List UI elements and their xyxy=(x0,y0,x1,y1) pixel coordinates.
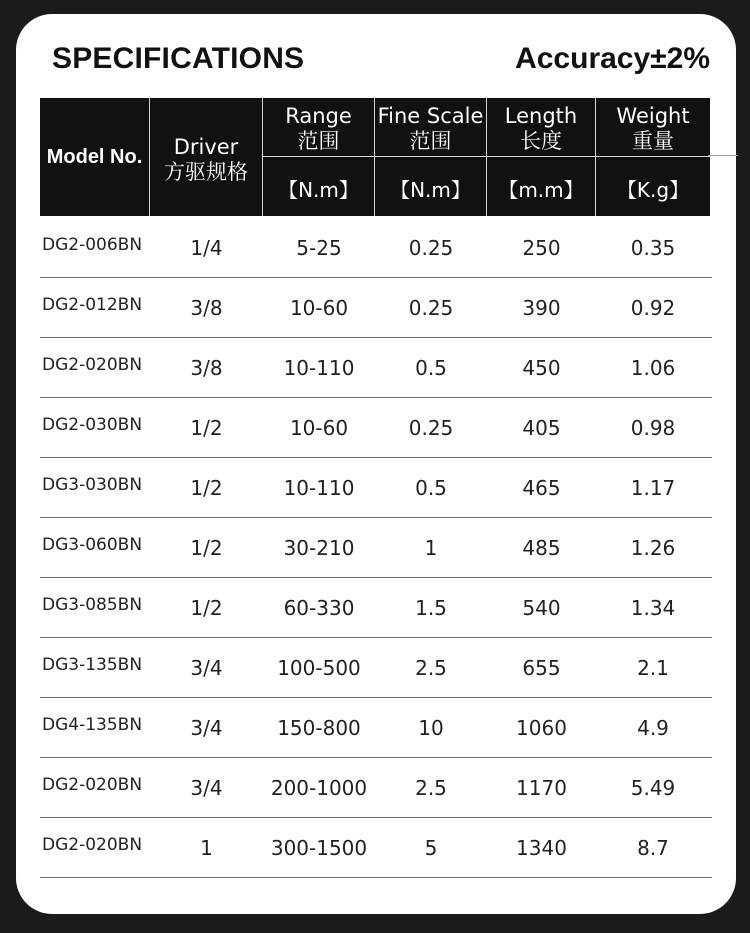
table-row xyxy=(40,818,712,878)
cell-weight: 1.26 xyxy=(630,535,676,560)
header-fine-scale xyxy=(375,98,487,216)
accuracy-label: Accuracy±2% xyxy=(515,42,710,75)
page-title: SPECIFICATIONS xyxy=(52,42,305,75)
table-row xyxy=(40,398,712,458)
cell-model: DG2-020BN xyxy=(42,834,143,855)
table-row xyxy=(40,578,712,638)
table-row xyxy=(40,218,712,278)
cell-weight: 2.1 xyxy=(637,655,669,680)
cell-weight: 0.92 xyxy=(630,295,676,320)
header-weight-unit: 【K.g】 xyxy=(616,178,690,202)
cell-range: 10-60 xyxy=(289,295,349,320)
cell-range: 10-60 xyxy=(289,415,349,440)
cell-length: 465 xyxy=(522,475,561,500)
header-fine-en: Fine Scale xyxy=(377,104,484,128)
cell-range: 100-500 xyxy=(277,655,361,680)
header-driver xyxy=(150,98,263,216)
cell-weight: 1.34 xyxy=(630,595,676,620)
table-row xyxy=(40,758,712,818)
cell-driver: 1/2 xyxy=(190,535,223,560)
cell-range: 150-800 xyxy=(277,715,361,740)
table-row xyxy=(40,638,712,698)
cell-model: DG2-012BN xyxy=(42,294,143,315)
cell-range: 60-330 xyxy=(283,595,355,620)
cell-model: DG2-020BN xyxy=(42,354,143,375)
cell-range: 200-1000 xyxy=(270,775,368,800)
header-weight-zh: 重量 xyxy=(632,129,674,153)
cell-weight: 5.49 xyxy=(630,775,676,800)
cell-length: 485 xyxy=(522,535,561,560)
cell-fine-scale: 2.5 xyxy=(415,775,447,800)
cell-model: DG4-135BN xyxy=(42,714,143,735)
header-model xyxy=(40,98,150,216)
cell-fine-scale: 0.5 xyxy=(415,475,447,500)
cell-fine-scale: 0.25 xyxy=(408,295,454,320)
header-range-en: Range xyxy=(285,104,352,128)
cell-length: 655 xyxy=(522,655,561,680)
cell-range: 300-1500 xyxy=(270,835,368,860)
header-model-label: Model No. xyxy=(46,145,143,168)
cell-model: DG2-006BN xyxy=(42,234,143,255)
cell-weight: 4.9 xyxy=(637,715,669,740)
header-fine-unit: 【N.m】 xyxy=(390,178,471,202)
header-length-zh: 长度 xyxy=(520,129,562,153)
cell-fine-scale: 10 xyxy=(418,715,444,740)
cell-model: DG2-020BN xyxy=(42,774,143,795)
cell-driver: 3/8 xyxy=(190,355,223,380)
table-row xyxy=(40,518,712,578)
header-driver-zh: 方驱规格 xyxy=(164,160,248,184)
header-length xyxy=(487,98,596,216)
cell-length: 1170 xyxy=(516,775,567,800)
table-header xyxy=(40,98,710,216)
cell-model: DG3-060BN xyxy=(42,534,143,555)
cell-length: 1340 xyxy=(516,835,567,860)
table-row xyxy=(40,338,712,398)
cell-driver: 1/2 xyxy=(190,415,223,440)
header-divider xyxy=(487,156,595,157)
cell-fine-scale: 0.25 xyxy=(408,235,454,260)
header-divider xyxy=(596,156,710,157)
cell-model: DG2-030BN xyxy=(42,414,143,435)
cell-range: 10-110 xyxy=(283,355,355,380)
header-divider xyxy=(375,156,486,157)
cell-fine-scale: 0.5 xyxy=(415,355,447,380)
cell-length: 405 xyxy=(522,415,561,440)
cell-driver: 1/4 xyxy=(190,235,223,260)
cell-range: 10-110 xyxy=(283,475,355,500)
cell-length: 450 xyxy=(522,355,561,380)
header-range-zh: 范围 xyxy=(297,129,340,153)
cell-driver: 1 xyxy=(200,835,213,860)
table-row xyxy=(40,458,712,518)
cell-fine-scale: 5 xyxy=(424,835,438,860)
cell-model: DG3-135BN xyxy=(42,654,143,675)
cell-range: 5-25 xyxy=(296,235,342,260)
cell-range: 30-210 xyxy=(283,535,355,560)
header-length-unit: 【m.m】 xyxy=(498,178,584,202)
header-range xyxy=(263,98,375,216)
cell-length: 250 xyxy=(522,235,561,260)
table-row xyxy=(40,278,712,338)
cell-driver: 3/4 xyxy=(190,655,223,680)
cell-weight: 0.35 xyxy=(630,235,676,260)
table-body xyxy=(40,218,712,878)
cell-weight: 8.7 xyxy=(637,835,669,860)
cell-fine-scale: 0.25 xyxy=(408,415,454,440)
cell-fine-scale: 1.5 xyxy=(415,595,447,620)
header-edge-line xyxy=(708,155,738,156)
cell-driver: 3/4 xyxy=(190,715,223,740)
cell-length: 540 xyxy=(522,595,561,620)
header-range-unit: 【N.m】 xyxy=(278,178,359,202)
cell-weight: 1.06 xyxy=(630,355,676,380)
header-weight xyxy=(596,98,710,216)
cell-driver: 3/8 xyxy=(190,295,223,320)
table-row xyxy=(40,698,712,758)
header-fine-zh: 范围 xyxy=(409,129,452,153)
header-driver-en: Driver xyxy=(173,135,239,159)
cell-driver: 3/4 xyxy=(190,775,223,800)
cell-model: DG3-030BN xyxy=(42,474,143,495)
cell-fine-scale: 1 xyxy=(424,535,438,560)
cell-weight: 0.98 xyxy=(630,415,676,440)
cell-length: 390 xyxy=(522,295,561,320)
header-divider xyxy=(263,156,374,157)
cell-weight: 1.17 xyxy=(630,475,676,500)
cell-driver: 1/2 xyxy=(190,595,223,620)
header-weight-en: Weight xyxy=(616,104,690,128)
header-length-en: Length xyxy=(504,104,578,128)
cell-model: DG3-085BN xyxy=(42,594,143,615)
cell-fine-scale: 2.5 xyxy=(415,655,447,680)
cell-driver: 1/2 xyxy=(190,475,223,500)
cell-length: 1060 xyxy=(516,715,567,740)
